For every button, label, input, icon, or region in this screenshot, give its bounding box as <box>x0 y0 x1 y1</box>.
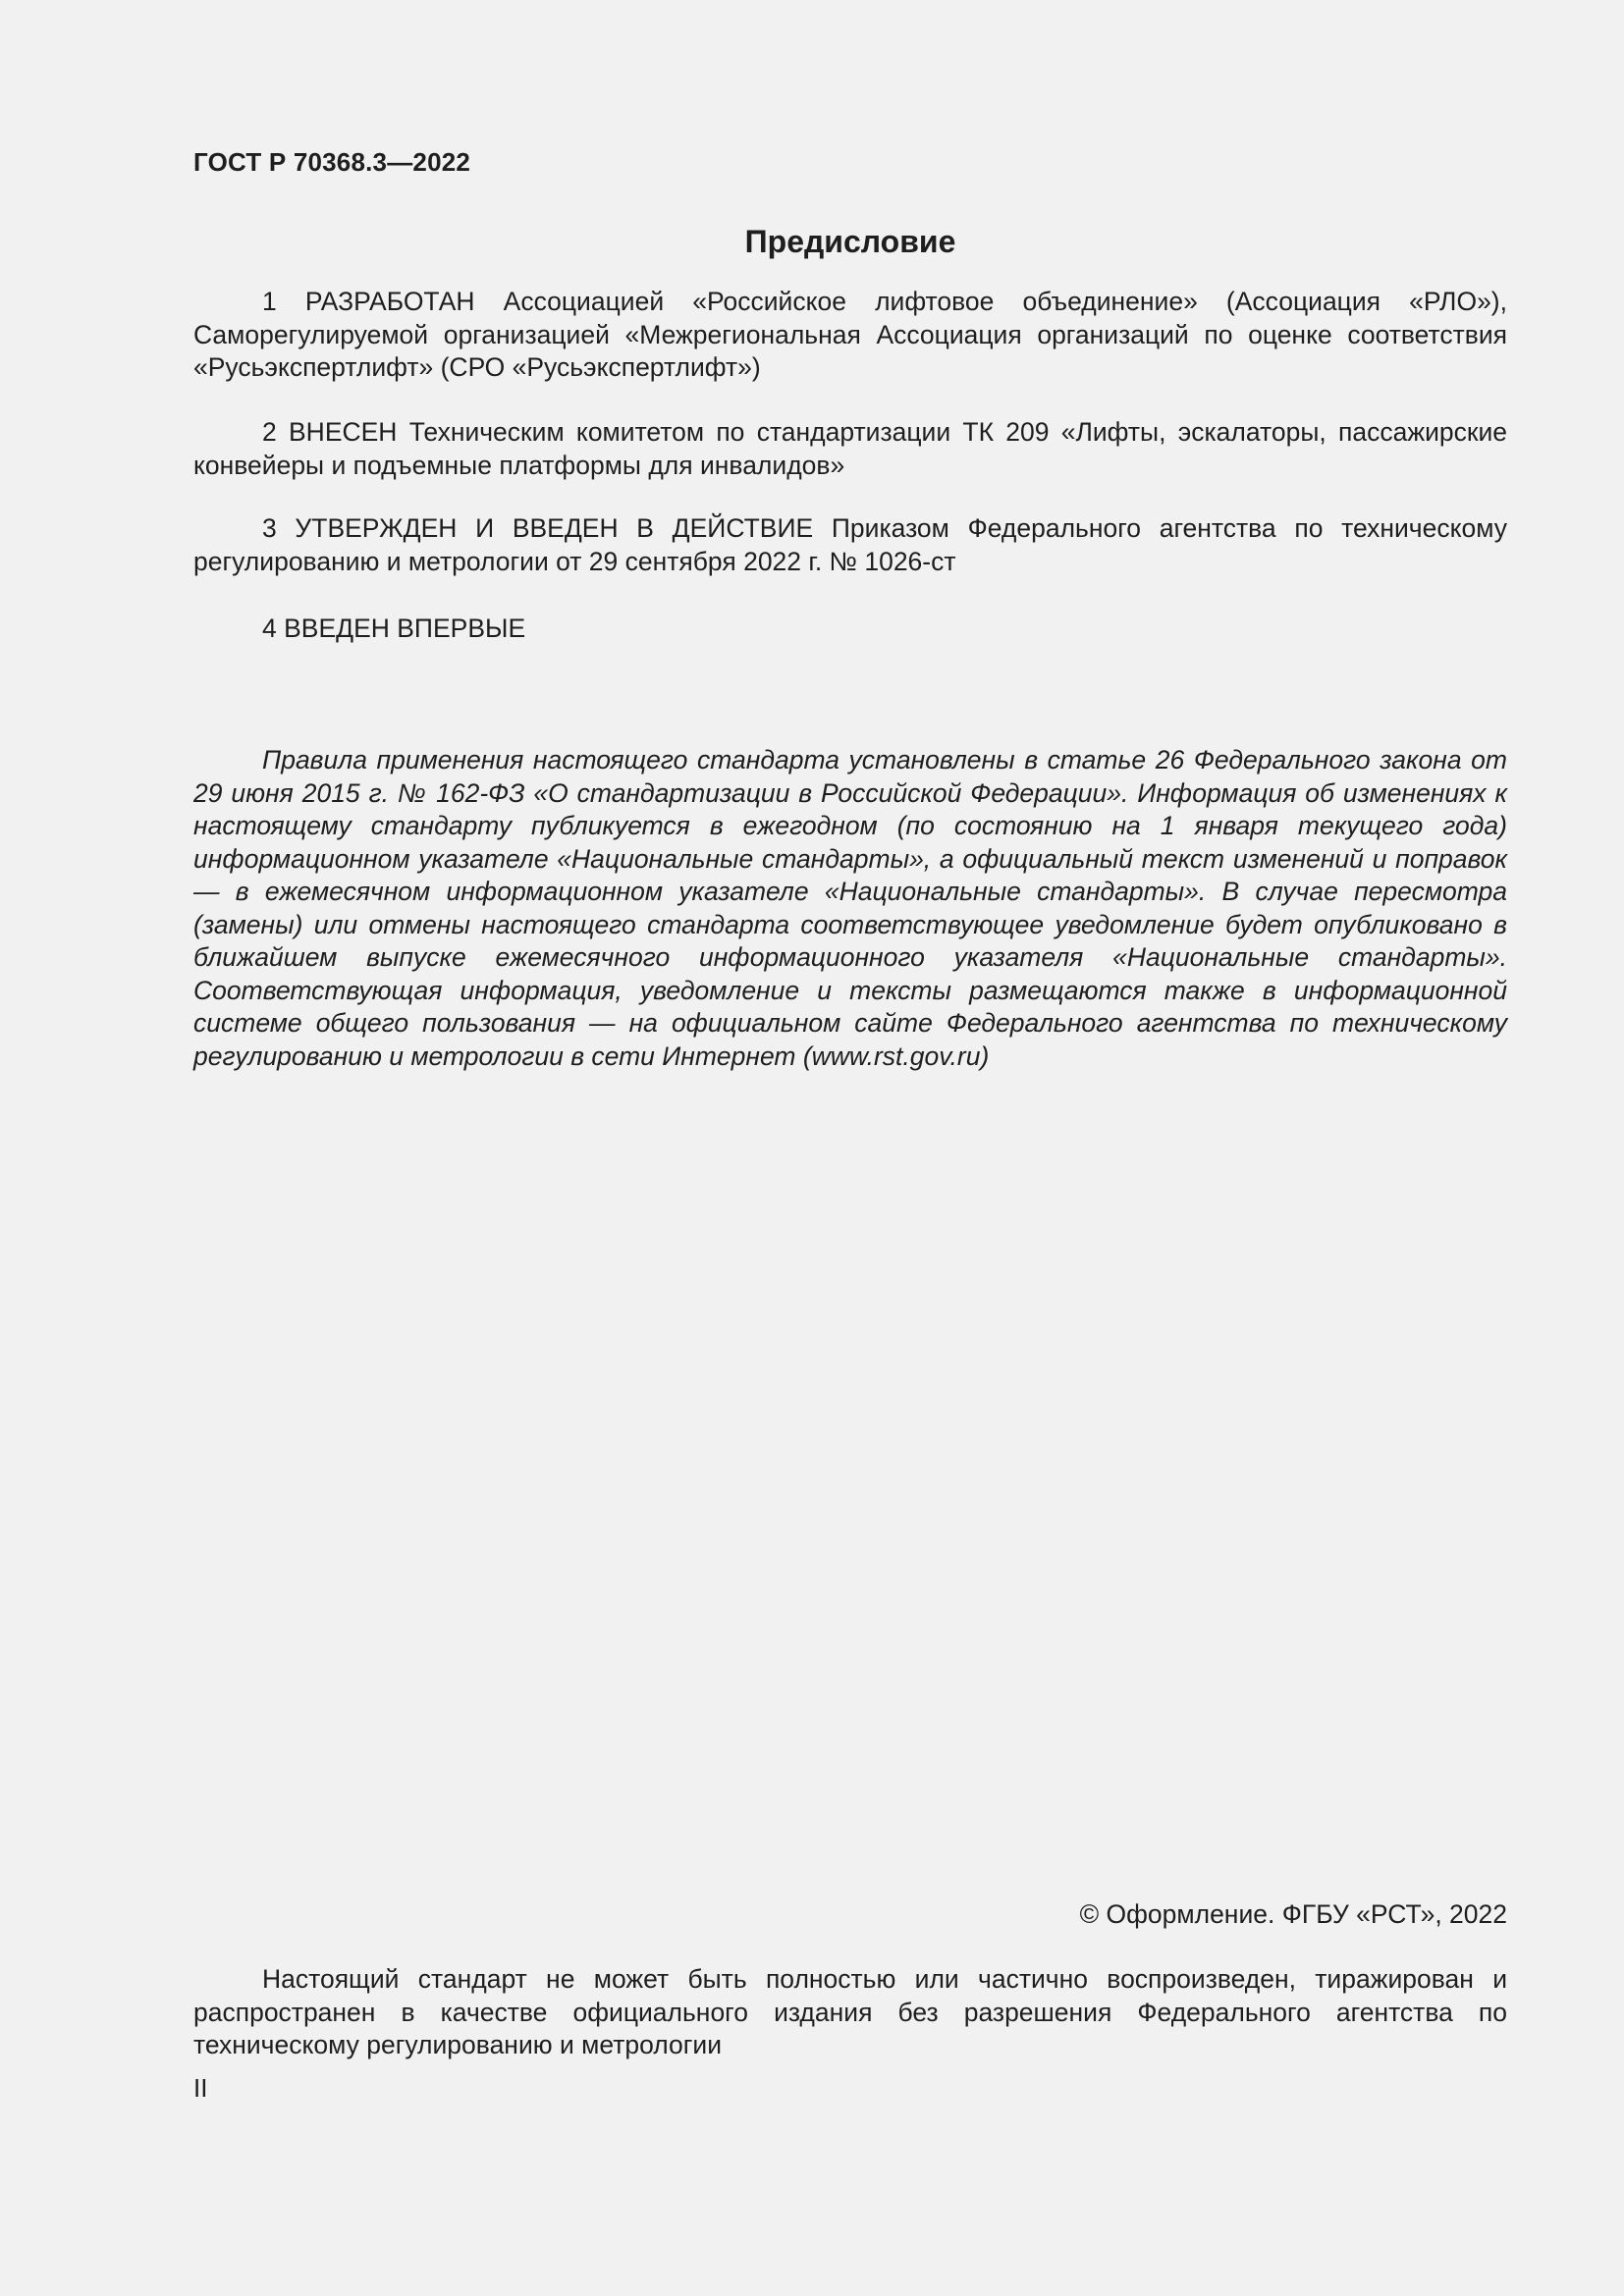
page-number: II <box>193 2073 208 2103</box>
foreword-item-4: 4 ВВЕДЕН ВПЕРВЫЕ <box>262 614 526 643</box>
foreword-item-2: 2 ВНЕСЕН Техническим комитетом по стандартизации ТК 209 «Лифты, эскалаторы, пассажирские конвейеры и подъемные платформы для инвалидов» <box>193 417 1507 480</box>
foreword-item-3: 3 УТВЕРЖДЕН И ВВЕДЕН В ДЕЙСТВИЕ Приказом Федерального агентства по техническому регулированию и метрологии от 29 сентября 2022 г. № 1026-ст <box>193 513 1507 576</box>
copyright-notice: © Оформление. ФГБУ «РСТ», 2022 <box>1079 1899 1507 1929</box>
foreword-item-1: 1 РАЗРАБОТАН Ассоциацией «Российское лифтовое объединение» (Ассоциация «РЛО»), Саморегулируемой организацией «Межрегиональная Ассоциация организаций по оценке соответствия «Русьэкспертлифт» (СРО «Русьэкспертлифт») <box>193 287 1507 382</box>
reproduction-notice: Настоящий стандарт не может быть полностью или частично воспроизведен, тиражирован и распространен в качестве официального издания без разрешения Федерального агентства по техническому регулированию и метрологии <box>193 1964 1507 2059</box>
page-title: Предисловие <box>744 224 956 259</box>
application-rules-text: Правила применения настоящего стандарта установлены в статье 26 Федерального закона от 29 июня 2015 г. № 162-ФЗ «О стандартизации в Российской Федерации». Информация об изменениях к настоящему стандарту публикуется в ежегодном (по состоянию на 1 января текущего года) информационном указателе «Национальные стандарты», а официальный текст изменений и поправок — в ежемесячном информационном указателе «Национальные стандарты». В случае пересмотра (замены) или отмены настоящего стандарта соответствующее уведомление будет опубликовано в ближайшем выпуске ежемесячного информационного указателя «Национальные стандарты». Соответствующая информация, уведомление и тексты размещаются также в информационной системе общего пользования — на официальном сайте Федерального агентства по техническому регулированию и метрологии в сети Интернет (www.rst.gov.ru) <box>193 745 1507 1071</box>
standard-code: ГОСТ Р 70368.3—2022 <box>193 147 471 177</box>
